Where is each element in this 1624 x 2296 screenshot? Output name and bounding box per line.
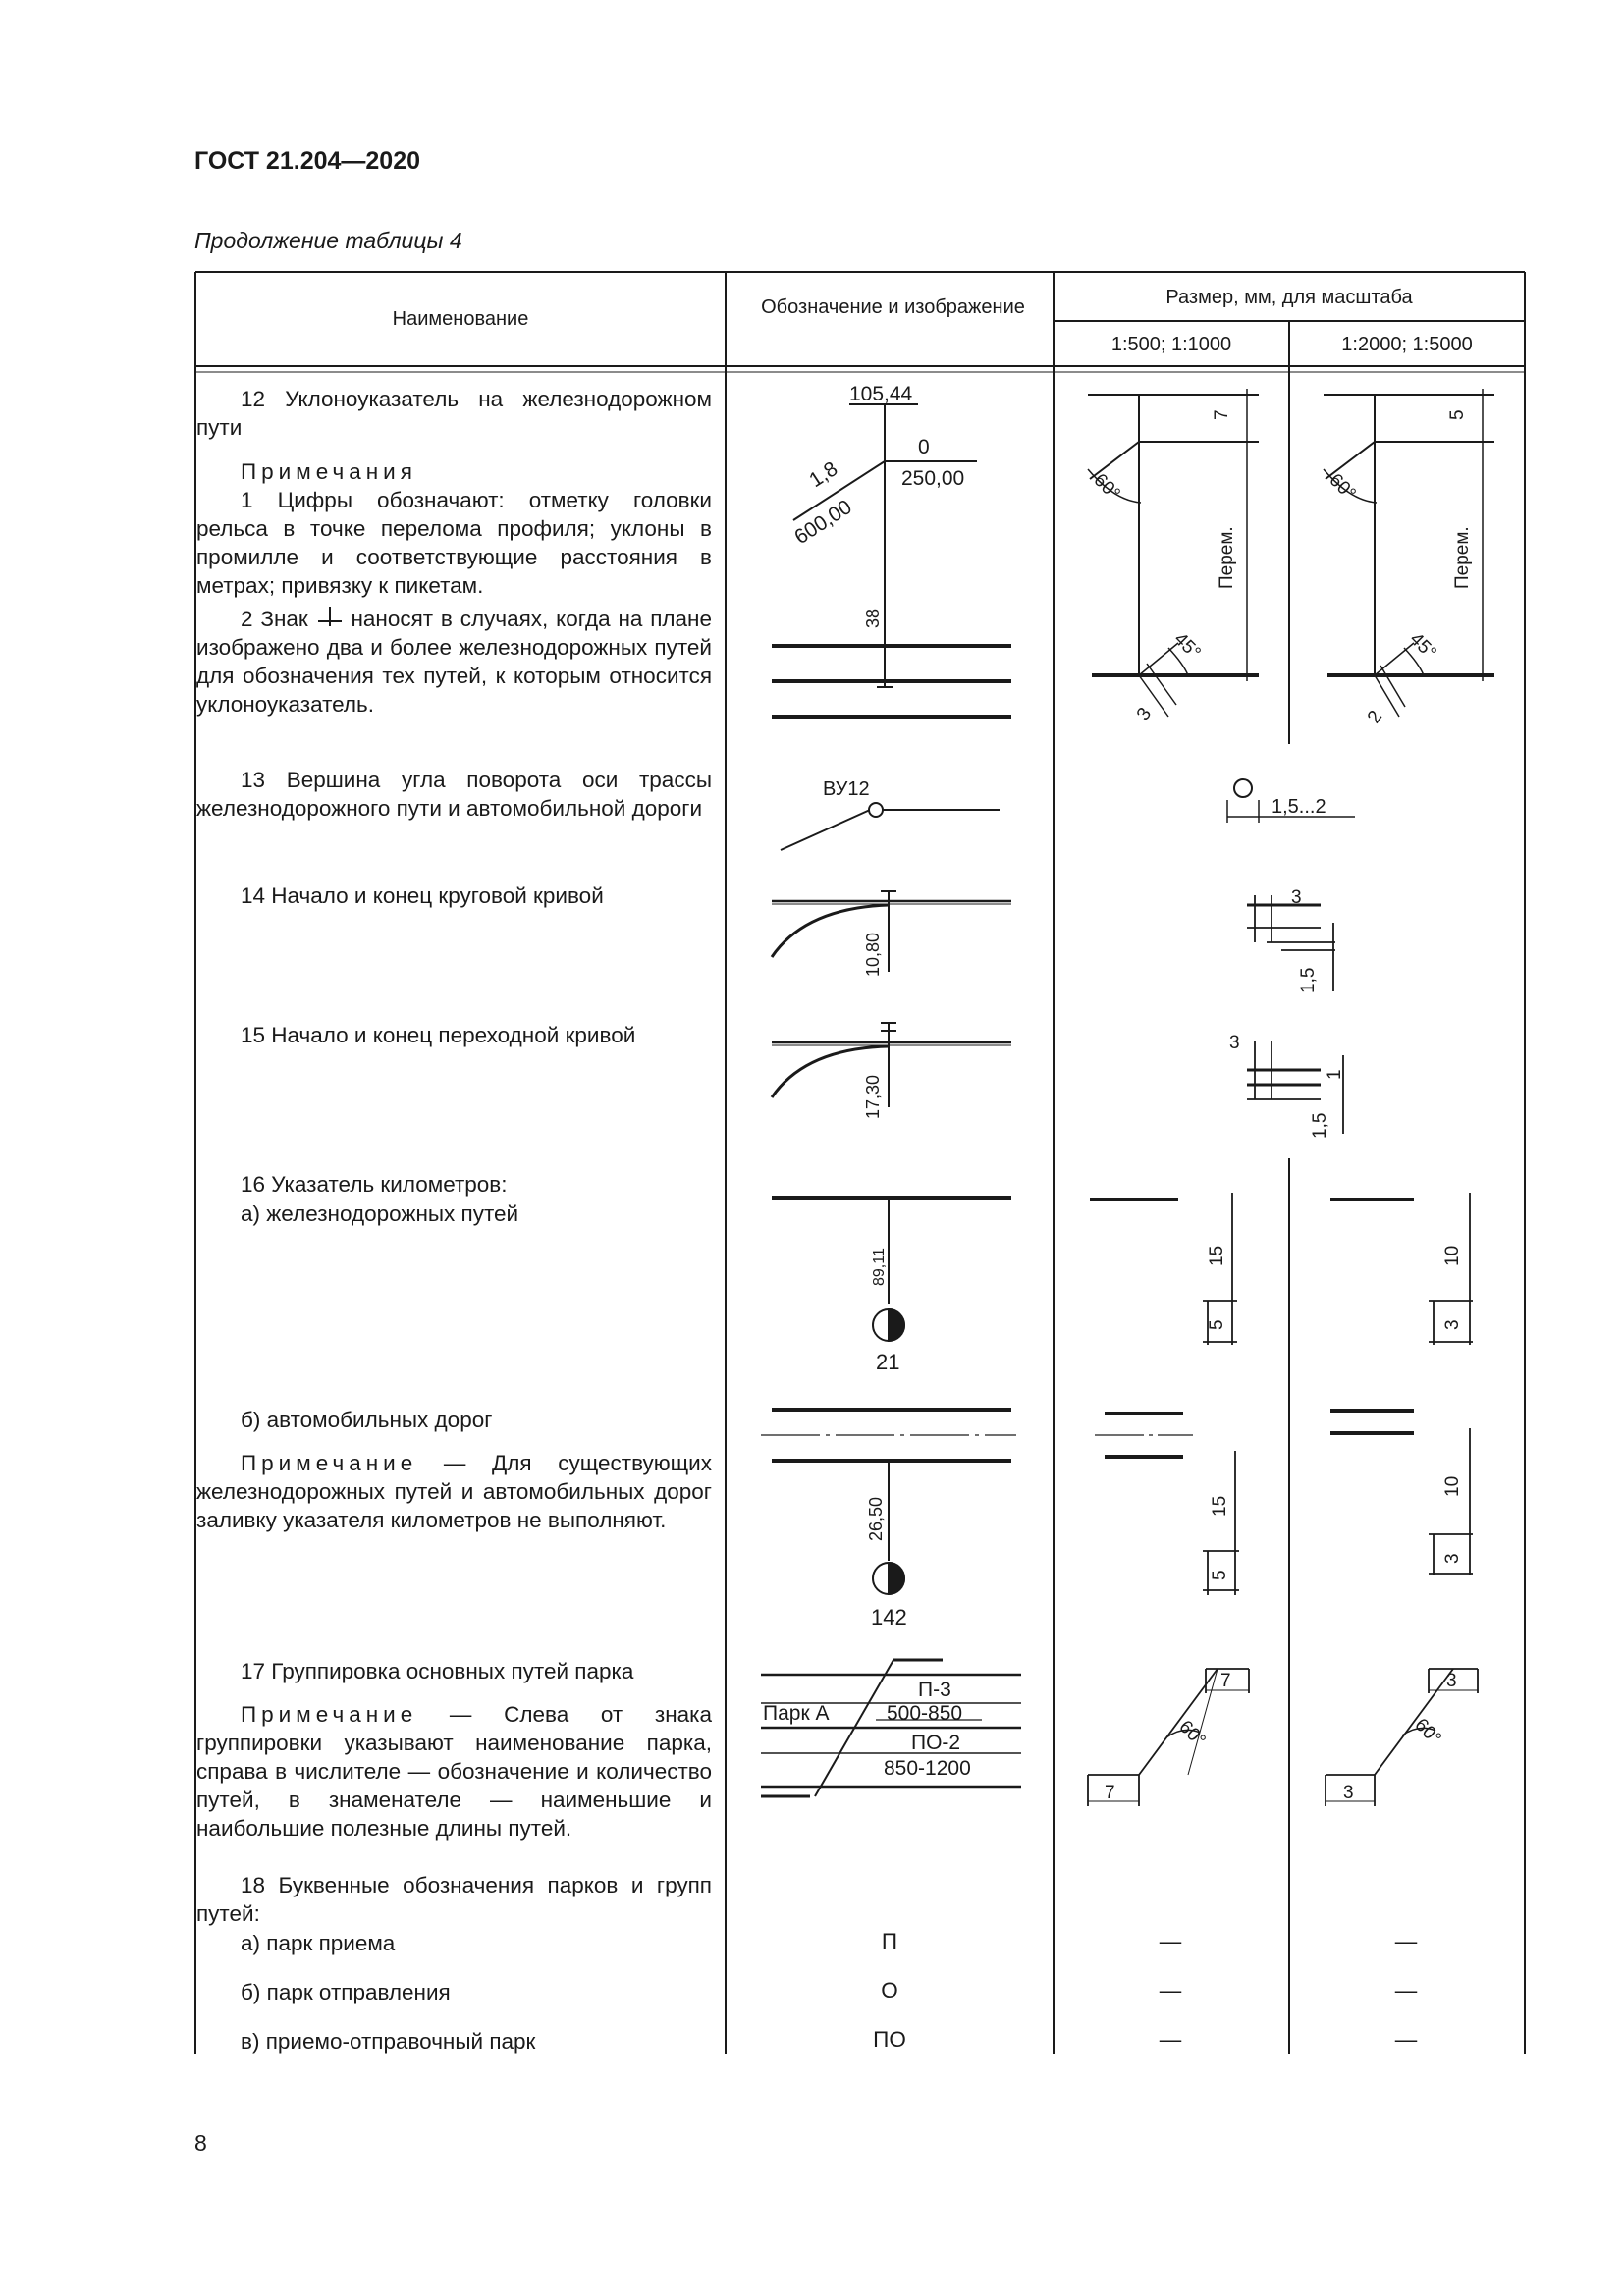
- row-18-title: 18 Буквенные обозначения парков и групп путей:: [196, 1873, 712, 1926]
- table-caption: Продолжение таблицы 4: [194, 228, 462, 253]
- rail-km-number: 21: [876, 1350, 900, 1374]
- grade-indicator-symbol: [772, 404, 1011, 717]
- dim-5-label: 5: [1447, 409, 1468, 420]
- header-scale-2: 1:2000; 1:5000: [1341, 334, 1473, 355]
- header-name: Наименование: [392, 308, 529, 330]
- row-12-note-2-rest: наносят в случаях, когда на плане изображено два и более железнодорожных путей для обозначения тех путей, к которым относится уклоноуказатель.: [196, 607, 712, 717]
- header-size: Размер, мм, для масштаба: [1165, 287, 1413, 308]
- row-16-title: 16 Указатель километров:: [241, 1172, 508, 1197]
- picket-offset: 38: [863, 608, 883, 628]
- transition-curve-symbol: [772, 1023, 1011, 1107]
- vertex-dim-label: 1,5...2: [1272, 796, 1326, 818]
- road-km-number: 142: [871, 1605, 907, 1629]
- transition-picket: 17,30: [863, 1074, 883, 1119]
- row-18c-size-1: —: [1159, 2027, 1182, 2052]
- group-size-3-bottom: 3: [1343, 1783, 1354, 1803]
- group-angle-1: 60°: [1174, 1716, 1210, 1751]
- grade-1: 1,8: [805, 456, 842, 493]
- angle-60-label: 60°: [1089, 469, 1124, 505]
- row-16a-title: а) железнодорожных путей: [241, 1201, 519, 1226]
- row-18b-name: б) парк отправления: [241, 1980, 451, 2004]
- row-12-note-2-lead: 2 Знак: [241, 607, 308, 631]
- rail-size-15: 15: [1207, 1245, 1227, 1266]
- transition-dim-3: 3: [1229, 1033, 1240, 1053]
- header-symbol: Обозначение и изображение: [761, 296, 1025, 318]
- row-18a-name: а) парк приема: [241, 1931, 396, 1955]
- row-17-title: 17 Группировка основных путей парка: [241, 1659, 634, 1683]
- km-marker-road-symbol: [761, 1410, 1016, 1594]
- rail-size-5: 5: [1207, 1319, 1227, 1330]
- angle-60-label-2: 60°: [1325, 469, 1360, 505]
- row-15-title: 15 Начало и конец переходной кривой: [241, 1023, 636, 1047]
- row-18c-size-2: —: [1394, 2027, 1418, 2052]
- row-12-note-1: 1 Цифры обозначают: отметку головки рельса в точке перелома профиля; уклоны в промилле и соответствующие расстояния в метрах; привязку к пикетам.: [196, 488, 712, 598]
- row-17-note-text: — Слева от знака группировки указывают наименование парка, справа в числителе — обозначение и количество путей, в знаменателе — наименьшие и наибольшие полезные длины путей.: [196, 1702, 712, 1841]
- group-size-7-bottom: 7: [1105, 1783, 1115, 1803]
- row-13-title: 13 Вершина угла поворота оси трассы железнодорожного пути и автомобильной дороги: [196, 768, 712, 821]
- row-16b-note-text: — Для существующих железнодорожных путей и автомобильных дорог заливку указателя километров не выполняют.: [196, 1451, 712, 1532]
- row-12-notes-heading: Примечания: [241, 459, 417, 484]
- circular-picket: 10,80: [863, 932, 883, 977]
- rail-km-picket: 89,11: [871, 1248, 888, 1286]
- row-18b-size-2: —: [1394, 1978, 1418, 2002]
- page-title: ГОСТ 21.204—2020: [194, 147, 421, 175]
- angle-45-label: 45°: [1169, 628, 1205, 664]
- variable-label-1: Перем.: [1217, 526, 1237, 589]
- grade-indicator-size-2-labels: [1325, 409, 1473, 726]
- circular-curve-size: [1247, 895, 1335, 991]
- group-2-length: 850-1200: [884, 1757, 971, 1780]
- group-1-length: 500-850: [887, 1702, 963, 1725]
- dim-3-label: 3: [1132, 704, 1157, 724]
- row-18c-symbol: ПО: [873, 2027, 906, 2052]
- row-18a-symbol: П: [881, 1929, 898, 1953]
- vertex-label: ВУ12: [823, 778, 870, 800]
- row-16b-title: б) автомобильных дорог: [241, 1408, 493, 1432]
- row-18b-symbol: О: [881, 1978, 898, 2002]
- grade-2: 0: [918, 436, 930, 458]
- circular-dim-3: 3: [1291, 887, 1302, 908]
- row-18a-size-1: —: [1159, 1929, 1182, 1953]
- rail-head-mark: 105,44: [849, 383, 913, 405]
- road-size-10: 10: [1442, 1475, 1463, 1497]
- transition-dim-15: 1,5: [1310, 1112, 1330, 1139]
- turn-vertex-symbol: [781, 803, 1000, 850]
- rail-size-3: 3: [1442, 1319, 1463, 1330]
- header-scale-1: 1:500; 1:1000: [1110, 334, 1232, 355]
- group-angle-2: 60°: [1410, 1714, 1445, 1749]
- angle-45-label-2: 45°: [1405, 628, 1440, 664]
- transition-dim-1: 1: [1325, 1069, 1345, 1080]
- row-18a-size-2: —: [1394, 1929, 1418, 1953]
- group-1-name: П-3: [918, 1679, 951, 1701]
- group-2-name: ПО-2: [911, 1732, 961, 1754]
- road-km-picket: 26,50: [866, 1496, 886, 1541]
- row-14-title: 14 Начало и конец круговой кривой: [241, 883, 604, 908]
- road-size-3: 3: [1442, 1553, 1463, 1564]
- km-marker-rail-symbol: [772, 1198, 1011, 1341]
- variable-label-2: Перем.: [1452, 526, 1473, 589]
- row-12-title: 12 Уклоноуказатель на железнодорожном пути: [196, 387, 712, 440]
- park-name: Парк А: [763, 1702, 830, 1725]
- length-1: 600,00: [790, 495, 856, 550]
- road-size-5: 5: [1210, 1570, 1230, 1580]
- road-size-15: 15: [1210, 1495, 1230, 1517]
- row-18b-size-1: —: [1159, 1978, 1182, 2002]
- page-number: 8: [194, 2130, 207, 2156]
- dim-2-label: 2: [1363, 707, 1387, 727]
- row-18c-name: в) приемо-отправочный парк: [241, 2029, 536, 2054]
- group-size-3-top: 3: [1446, 1671, 1457, 1691]
- circular-dim-15: 1,5: [1298, 967, 1319, 993]
- rail-size-10: 10: [1442, 1245, 1463, 1266]
- length-2: 250,00: [901, 467, 965, 490]
- row-17-note-heading: Примечание: [241, 1702, 418, 1727]
- dim-7-label: 7: [1212, 409, 1232, 420]
- group-size-7-top: 7: [1220, 1671, 1231, 1691]
- row-16b-note-heading: Примечание: [241, 1451, 418, 1475]
- circular-curve-symbol: [772, 891, 1011, 972]
